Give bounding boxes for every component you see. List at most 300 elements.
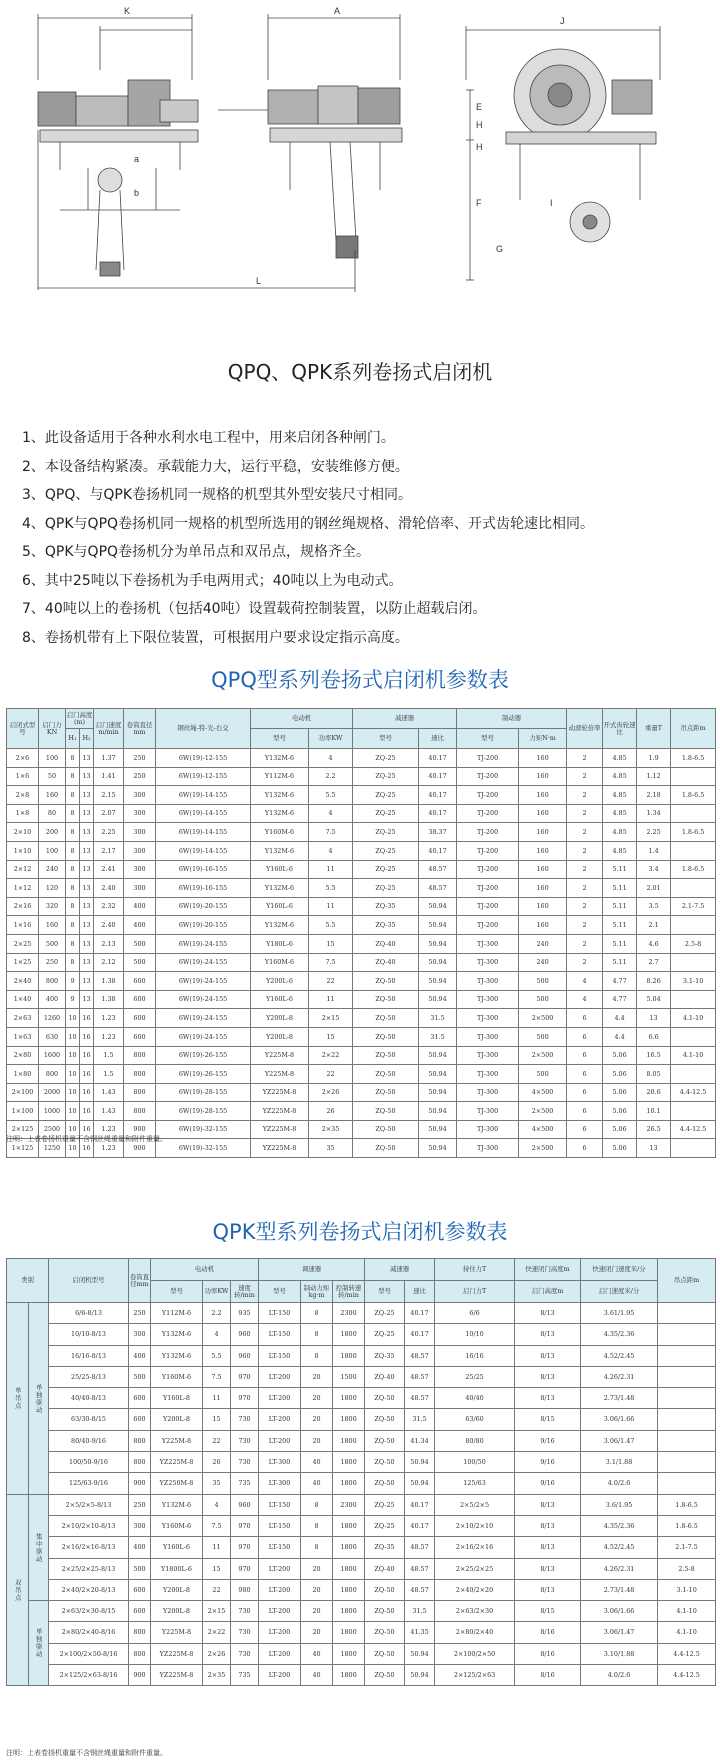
table-cell: 1.41 xyxy=(94,767,124,786)
table-cell: 35 xyxy=(309,1139,353,1158)
table-cell: 1500 xyxy=(333,1366,365,1387)
table-cell: 1800 xyxy=(333,1665,365,1686)
table-cell: 6W(19)-14-155 xyxy=(156,804,251,823)
table-cell: 2.1-7.5 xyxy=(671,897,716,916)
table-cell: 8/13 xyxy=(515,1537,581,1558)
table-cell: Y132M-6 xyxy=(151,1345,203,1366)
drive-cell: 单独驱动 xyxy=(29,1303,49,1495)
table-row xyxy=(7,897,716,916)
table-cell xyxy=(658,1303,716,1324)
table-cell: 2×125/2×63 xyxy=(435,1665,515,1686)
table-cell: 6W(19)-24-155 xyxy=(156,1009,251,1028)
table-cell: 8/16 xyxy=(515,1622,581,1643)
table-cell: 20 xyxy=(301,1430,333,1451)
table-cell: 800 xyxy=(124,1102,156,1121)
table-cell: 160 xyxy=(519,916,567,935)
table-row xyxy=(7,1409,716,1430)
table-cell: TJ-300 xyxy=(457,1083,519,1102)
table-cell: 2×125 xyxy=(7,1120,39,1139)
table-cell: 4.1-10 xyxy=(658,1601,716,1622)
table-cell: ZQ-25 xyxy=(353,749,419,768)
table-cell: Y200L-8 xyxy=(251,1009,309,1028)
table-cell: 1.8-6.5 xyxy=(671,860,716,879)
table-cell: 3.61/1.95 xyxy=(581,1303,658,1324)
table-cell: 2×5/2×5-8/13 xyxy=(49,1494,129,1515)
table-cell: 26 xyxy=(309,1102,353,1121)
table-cell xyxy=(671,879,716,898)
table-cell: 1800 xyxy=(333,1430,365,1451)
table-cell: 16 xyxy=(80,1065,94,1084)
table-cell: Y132M-6 xyxy=(251,749,309,768)
table-cell: 6W(19)-28-155 xyxy=(156,1083,251,1102)
table-cell: 31.5 xyxy=(419,1009,457,1028)
table-cell: TJ-300 xyxy=(457,1120,519,1139)
table-cell xyxy=(658,1366,716,1387)
feature-item: 7、40吨以上的卷扬机（包括40吨）设置载荷控制装置，以防止超载启闭。 xyxy=(22,601,487,617)
table-cell: LT-200 xyxy=(259,1366,301,1387)
table-cell: 40.17 xyxy=(405,1494,435,1515)
table-cell: 26.5 xyxy=(637,1120,671,1139)
table-cell: 2300 xyxy=(333,1494,365,1515)
table-cell: ZQ-25 xyxy=(365,1515,405,1536)
table-cell: 16 xyxy=(80,1027,94,1046)
table-cell: 22 xyxy=(203,1430,231,1451)
table-cell: 8 xyxy=(301,1303,333,1324)
table-cell: 1800 xyxy=(333,1345,365,1366)
table-cell: 2.5-8 xyxy=(671,934,716,953)
table-cell: 13 xyxy=(80,879,94,898)
table-cell: 48.57 xyxy=(405,1579,435,1600)
table-cell: 31.5 xyxy=(419,1027,457,1046)
table-cell: 8/13 xyxy=(515,1579,581,1600)
table-cell: 8 xyxy=(66,934,80,953)
header-cell: 启门高度(m) xyxy=(66,709,94,729)
table-cell: 4.1-10 xyxy=(671,1009,716,1028)
table-cell: 5.11 xyxy=(603,879,637,898)
header-cell: 钢丝绳-特-光-右交 xyxy=(156,709,251,749)
table-cell: 2.07 xyxy=(94,804,124,823)
table-cell: 8 xyxy=(301,1345,333,1366)
table-cell: YZ225M-8 xyxy=(151,1665,203,1686)
table-cell: 125/63 xyxy=(435,1473,515,1494)
table-cell: 8 xyxy=(301,1537,333,1558)
table-cell: 8 xyxy=(66,841,80,860)
table-cell: 2.2 xyxy=(203,1303,231,1324)
table-cell: 10/10 xyxy=(435,1324,515,1345)
table-cell: YZ225M-8 xyxy=(251,1102,309,1121)
feature-item: 5、QPK与QPQ卷扬机分为单吊点和双吊点，规格齐全。 xyxy=(22,544,371,560)
table-cell: 960 xyxy=(231,1324,259,1345)
table-cell: 500 xyxy=(129,1558,151,1579)
table-cell: 50.94 xyxy=(405,1452,435,1473)
dim-label: E xyxy=(476,102,483,112)
table-cell: 1.8-6.5 xyxy=(671,749,716,768)
qpk-table-body xyxy=(7,1303,716,1686)
table-cell: TJ-300 xyxy=(457,1065,519,1084)
table-cell: YZ225M-8 xyxy=(251,1083,309,1102)
header-cell: 型号 xyxy=(365,1281,405,1303)
table-cell: ZQ-50 xyxy=(353,972,419,991)
table-cell: 2.40 xyxy=(94,879,124,898)
table-cell: 3.4 xyxy=(637,860,671,879)
table-cell: 8 xyxy=(66,953,80,972)
table-cell: ZQ-40 xyxy=(353,934,419,953)
table-cell: 6W(19)-14-155 xyxy=(156,823,251,842)
page-title: QPQ、QPK系列卷扬式启闭机 xyxy=(227,360,493,384)
table-cell: 730 xyxy=(231,1643,259,1664)
table-cell: 5.11 xyxy=(603,953,637,972)
table-cell: LT-200 xyxy=(259,1665,301,1686)
table-cell: 2×63/2×30-8/15 xyxy=(49,1601,129,1622)
table-cell: Y200L-8 xyxy=(251,1027,309,1046)
table-cell: 2×100 xyxy=(7,1083,39,1102)
table-cell: 1×100 xyxy=(7,1102,39,1121)
table-cell: 2 xyxy=(567,823,603,842)
table-cell: 4 xyxy=(309,749,353,768)
table-cell: 31.5 xyxy=(405,1409,435,1430)
table-cell: TJ-300 xyxy=(457,953,519,972)
table-cell: 6W(19)-14-155 xyxy=(156,841,251,860)
table-cell xyxy=(658,1473,716,1494)
table-cell xyxy=(671,841,716,860)
table-cell: Y132M-6 xyxy=(151,1494,203,1515)
table-cell: 38.37 xyxy=(419,823,457,842)
table-cell: 6 xyxy=(567,1120,603,1139)
table-cell: 160 xyxy=(519,897,567,916)
table-cell: 800 xyxy=(124,1046,156,1065)
table-cell: TJ-200 xyxy=(457,804,519,823)
table-cell: TJ-200 xyxy=(457,841,519,860)
table-cell: 26 xyxy=(203,1452,231,1473)
table-cell: Y160L-8 xyxy=(151,1388,203,1409)
table-cell: 3.06/1.47 xyxy=(581,1622,658,1643)
table-cell: 2×25/2×25 xyxy=(435,1558,515,1579)
table-cell: 63/60 xyxy=(435,1409,515,1430)
table-cell: 2.40 xyxy=(94,916,124,935)
table-cell: 40.17 xyxy=(405,1324,435,1345)
table-cell: 100 xyxy=(39,749,66,768)
table-cell: 50.94 xyxy=(419,1102,457,1121)
table-cell: 2×16/2×16-8/13 xyxy=(49,1537,129,1558)
table-cell: 16/16-8/13 xyxy=(49,1345,129,1366)
table-cell: Y160L-6 xyxy=(251,990,309,1009)
table-cell: 7.5 xyxy=(203,1366,231,1387)
table-cell: 5.5 xyxy=(309,879,353,898)
table-row xyxy=(7,1366,716,1387)
table-cell: ZQ-35 xyxy=(353,897,419,916)
table-cell: 20 xyxy=(301,1579,333,1600)
table-cell xyxy=(671,1102,716,1121)
table-cell: 250 xyxy=(129,1494,151,1515)
table-cell: 1.37 xyxy=(94,749,124,768)
table-cell: LT-200 xyxy=(259,1601,301,1622)
table-cell: 500 xyxy=(124,953,156,972)
table-cell: 4.26/2.31 xyxy=(581,1366,658,1387)
table-cell: 6 xyxy=(567,1102,603,1121)
table-cell: 800 xyxy=(129,1430,151,1451)
table-cell: 1800 xyxy=(333,1452,365,1473)
table-cell: 48.57 xyxy=(405,1345,435,1366)
dim-label: H xyxy=(476,142,483,152)
table-cell: 8/13 xyxy=(515,1388,581,1409)
table-cell: LT-150 xyxy=(259,1515,301,1536)
table-cell: 1.23 xyxy=(94,1027,124,1046)
table-cell: 1000 xyxy=(39,1102,66,1121)
table-cell: 6W(19)-20-155 xyxy=(156,916,251,935)
table-cell: 8/13 xyxy=(515,1366,581,1387)
table-cell: 800 xyxy=(124,1083,156,1102)
table-cell: 2×80 xyxy=(7,1046,39,1065)
table-cell: TJ-300 xyxy=(457,1027,519,1046)
table-cell: 8.05 xyxy=(637,1065,671,1084)
table-cell: ZQ-40 xyxy=(365,1366,405,1387)
table-cell: 5.5 xyxy=(203,1345,231,1366)
table-cell: 40.17 xyxy=(419,749,457,768)
table-cell: 40.17 xyxy=(419,841,457,860)
table-cell: 40.17 xyxy=(419,767,457,786)
table-cell: 6W(19)-32-155 xyxy=(156,1120,251,1139)
table-row xyxy=(7,1473,716,1494)
table-cell: 6W(19)-16-155 xyxy=(156,860,251,879)
table-cell: 4.4-12.5 xyxy=(658,1665,716,1686)
technical-drawing xyxy=(0,0,720,310)
table-cell: 1800 xyxy=(333,1537,365,1558)
table-cell: 5.06 xyxy=(603,1102,637,1121)
table-cell: 6 xyxy=(567,1046,603,1065)
table-cell: 11 xyxy=(309,897,353,916)
table-row xyxy=(7,1027,716,1046)
table-cell: 1250 xyxy=(39,1139,66,1158)
table-cell: 900 xyxy=(124,1139,156,1158)
table-cell: ZQ-50 xyxy=(353,1065,419,1084)
table-cell: 1×63 xyxy=(7,1027,39,1046)
table-cell: 100/50 xyxy=(435,1452,515,1473)
table-cell: 125/63-9/16 xyxy=(49,1473,129,1494)
table-cell: 2.73/1.48 xyxy=(581,1579,658,1600)
table-row xyxy=(7,823,716,842)
table-cell: 6 xyxy=(567,1139,603,1158)
table-cell: 4 xyxy=(309,841,353,860)
table-cell: 8 xyxy=(66,823,80,842)
table-cell: 13 xyxy=(80,804,94,823)
table-cell: 3.1-10 xyxy=(658,1579,716,1600)
table-cell: 1.8-6.5 xyxy=(671,823,716,842)
table-row xyxy=(7,749,716,768)
table-row xyxy=(7,1009,716,1028)
table-cell: 16 xyxy=(80,1009,94,1028)
table-cell: 31.5 xyxy=(405,1601,435,1622)
table-cell: LT-150 xyxy=(259,1494,301,1515)
table-cell: 300 xyxy=(124,786,156,805)
table-cell: 2.15 xyxy=(94,786,124,805)
dim-label: K xyxy=(124,6,131,16)
table-cell: 20 xyxy=(301,1622,333,1643)
table-cell: 4.6 xyxy=(637,934,671,953)
table-cell: ZQ-40 xyxy=(365,1558,405,1579)
table-row xyxy=(7,1324,716,1345)
qpq-table-title: QPQ型系列卷扬式启闭机参数表 xyxy=(211,668,509,692)
table-cell: 970 xyxy=(231,1366,259,1387)
table-cell: 6W(19)-24-155 xyxy=(156,972,251,991)
table-cell: 4.52/2.45 xyxy=(581,1345,658,1366)
table-cell: 25/25-8/13 xyxy=(49,1366,129,1387)
table-cell: 2×8 xyxy=(7,786,39,805)
table-cell: 50.94 xyxy=(419,934,457,953)
table-cell: 1.4 xyxy=(637,841,671,860)
table-cell: 6 xyxy=(567,1083,603,1102)
table-row xyxy=(7,1601,716,1622)
table-row xyxy=(7,1388,716,1409)
table-cell: 300 xyxy=(129,1515,151,1536)
table-cell: ZQ-50 xyxy=(353,1009,419,1028)
table-cell: 2×10 xyxy=(7,823,39,842)
table-cell: 320 xyxy=(39,897,66,916)
table-cell: 50.94 xyxy=(419,953,457,972)
header-cell: 卷筒直径mm xyxy=(124,709,156,749)
table-cell: 20 xyxy=(301,1388,333,1409)
table-cell: 6W(19)-14-155 xyxy=(156,786,251,805)
dim-label: F xyxy=(476,198,482,208)
table-cell: ZQ-50 xyxy=(365,1452,405,1473)
table-cell: LT-200 xyxy=(259,1558,301,1579)
table-cell: 35 xyxy=(203,1473,231,1494)
table-cell: 63/30-8/15 xyxy=(49,1409,129,1430)
table-cell: 6W(19)-24-155 xyxy=(156,934,251,953)
table-cell: 4.85 xyxy=(603,786,637,805)
table-row xyxy=(7,1303,716,1324)
table-cell: 2.12 xyxy=(94,953,124,972)
table-cell xyxy=(658,1452,716,1473)
table-cell: 3.6/1.95 xyxy=(581,1494,658,1515)
header-cell: 启门力KN xyxy=(39,709,66,749)
table-cell: ZQ-35 xyxy=(353,916,419,935)
table-cell: ZQ-50 xyxy=(353,990,419,1009)
table-cell: LT-300 xyxy=(259,1473,301,1494)
table-cell: 6/6 xyxy=(435,1303,515,1324)
table-cell: TJ-200 xyxy=(457,749,519,768)
table-cell: 1.38 xyxy=(94,990,124,1009)
header-cell: H₁ xyxy=(66,729,80,749)
table-row xyxy=(7,1622,716,1643)
table-cell: 8.26 xyxy=(637,972,671,991)
table-cell: 5.06 xyxy=(603,1120,637,1139)
table-cell: 2×35 xyxy=(203,1665,231,1686)
table-cell: LT-200 xyxy=(259,1388,301,1409)
table-cell: 4.85 xyxy=(603,767,637,786)
table-cell xyxy=(671,953,716,972)
table-cell: 2×25 xyxy=(7,934,39,953)
table-cell: 500 xyxy=(519,990,567,1009)
table-cell: 6W(19)-24-155 xyxy=(156,1027,251,1046)
table-cell: 2×125/2×63-8/16 xyxy=(49,1665,129,1686)
table-row xyxy=(7,767,716,786)
table-cell: 9/16 xyxy=(515,1430,581,1451)
table-cell: 1.8-6.5 xyxy=(671,786,716,805)
table-cell: 22 xyxy=(203,1579,231,1600)
table-cell: 1600 xyxy=(39,1046,66,1065)
table-cell: 600 xyxy=(124,1027,156,1046)
feature-item: 4、QPK与QPQ卷扬机同一规格的机型所选用的钢丝绳规格、滑轮倍率、开式齿轮速比相同。 xyxy=(22,515,595,532)
table-cell: 15 xyxy=(309,1027,353,1046)
table-cell: 160 xyxy=(519,860,567,879)
table-cell: 6W(19)-12-155 xyxy=(156,767,251,786)
table-cell: 1.23 xyxy=(94,1120,124,1139)
table-cell: 13 xyxy=(80,786,94,805)
table-cell: 3.1/1.88 xyxy=(581,1452,658,1473)
table-cell: Y160M-6 xyxy=(251,953,309,972)
table-cell xyxy=(671,1139,716,1158)
table-row xyxy=(7,1494,716,1515)
header-cell: 力矩N·m xyxy=(519,729,567,749)
table-cell xyxy=(658,1324,716,1345)
table-cell xyxy=(671,1065,716,1084)
table-cell: 160 xyxy=(519,804,567,823)
table-cell: Y112M-6 xyxy=(251,767,309,786)
dim-label: A xyxy=(334,6,341,16)
table-cell: 4.52/2.45 xyxy=(581,1537,658,1558)
header-cell: H₂ xyxy=(80,729,94,749)
table-cell: 2×5/2×5 xyxy=(435,1494,515,1515)
table-cell: 600 xyxy=(124,972,156,991)
table-cell: 1260 xyxy=(39,1009,66,1028)
table-cell: 2×100/2×50 xyxy=(435,1643,515,1664)
table-cell: 1800 xyxy=(333,1409,365,1430)
table-cell: 6W(19)-12-155 xyxy=(156,749,251,768)
table-cell: TJ-200 xyxy=(457,786,519,805)
table-cell: 500 xyxy=(124,934,156,953)
table-cell: Y132M-6 xyxy=(251,786,309,805)
table-row xyxy=(7,1665,716,1686)
feature-item: 2、本设备结构紧凑。承载能力大，运行平稳，安装维修方便。 xyxy=(22,458,409,475)
table-row xyxy=(7,953,716,972)
table-cell: 20 xyxy=(301,1558,333,1579)
table-cell: 48.57 xyxy=(405,1366,435,1387)
table-cell: 20 xyxy=(301,1366,333,1387)
dim-label: a xyxy=(134,154,140,164)
table-cell: 2.18 xyxy=(637,786,671,805)
header-cell: 类别 xyxy=(7,1259,49,1303)
table-cell: 11 xyxy=(309,990,353,1009)
table-cell: 40 xyxy=(301,1473,333,1494)
table-cell: 4.85 xyxy=(603,823,637,842)
header-cell: 动滑轮倍率 xyxy=(567,709,603,749)
table-cell: 4.1-10 xyxy=(658,1622,716,1643)
table-cell: 1800 xyxy=(333,1601,365,1622)
table-cell: 48.57 xyxy=(405,1388,435,1409)
qpq-note: 注明：上表卷扬机重量不含钢丝绳重量和附件重量。 xyxy=(6,1135,167,1143)
table-cell: YZ225M-8 xyxy=(251,1120,309,1139)
table-cell: 2×25/2×25-8/13 xyxy=(49,1558,129,1579)
qpk-note: 注明：上表卷扬机重量不含钢丝绳重量和附件重量。 xyxy=(6,1749,167,1757)
table-cell: 970 xyxy=(231,1388,259,1409)
table-row xyxy=(7,1345,716,1366)
table-cell: 2300 xyxy=(333,1303,365,1324)
table-cell: 4.85 xyxy=(603,749,637,768)
table-cell: 980 xyxy=(231,1579,259,1600)
table-cell: LT-200 xyxy=(259,1579,301,1600)
table-cell: 4×500 xyxy=(519,1083,567,1102)
table-cell: Y132M-6 xyxy=(151,1324,203,1345)
table-cell: 250 xyxy=(39,953,66,972)
table-cell: 6 xyxy=(567,1027,603,1046)
table-cell: 120 xyxy=(39,879,66,898)
table-cell: 2×500 xyxy=(519,1139,567,1158)
table-cell xyxy=(671,804,716,823)
table-cell: 5.06 xyxy=(603,1083,637,1102)
table-row xyxy=(7,990,716,1009)
table-cell: 2.7 xyxy=(637,953,671,972)
table-row xyxy=(7,972,716,991)
